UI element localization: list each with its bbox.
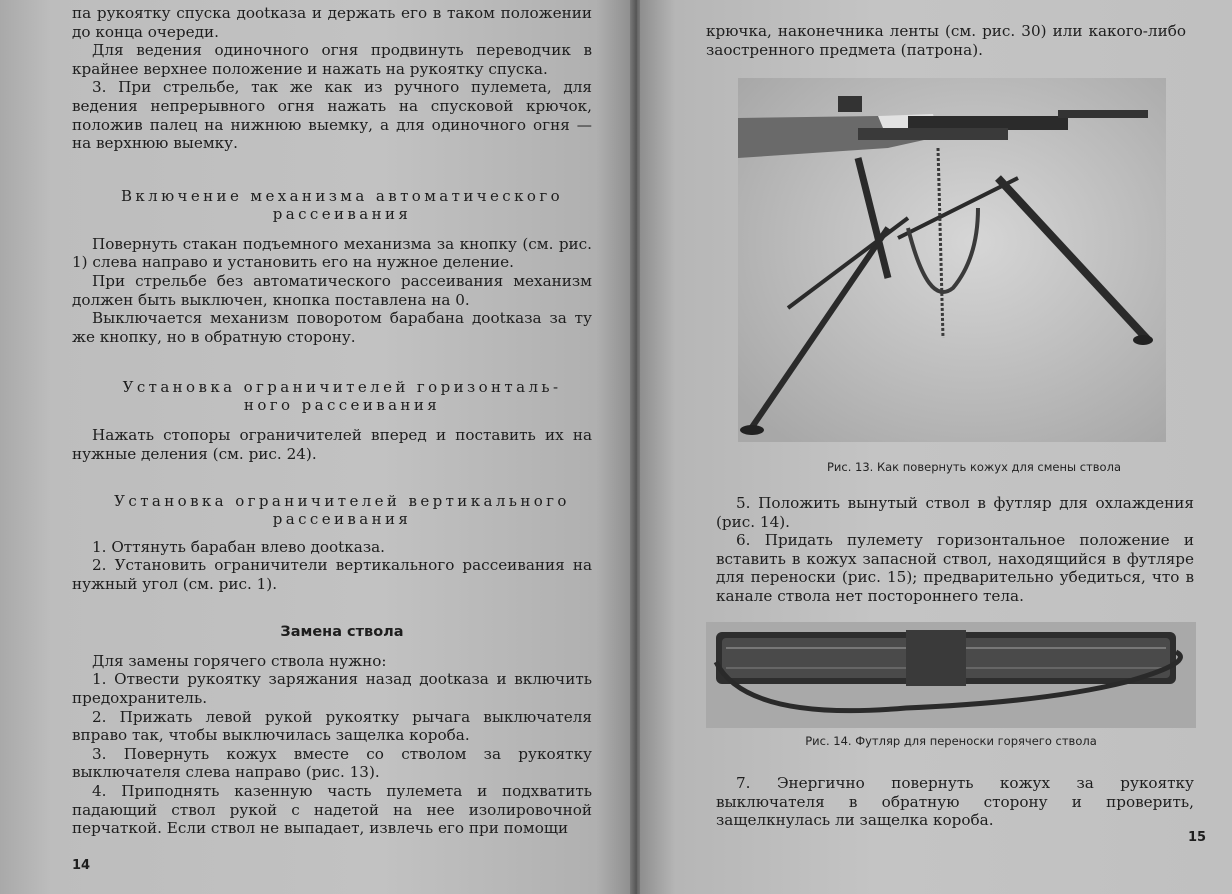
right-para-7: 7. Энергично повернуть кожух за рукоятку выключателя в обратную сторону и проверить, защелкнулась ли защелка короба. bbox=[716, 774, 1194, 830]
right-intro bbox=[706, 22, 1186, 59]
section2-para-1: Нажать стопоры ограничителей вперед и поставить их на нужные деления (см. рис. 24). bbox=[72, 426, 592, 463]
section4-para-5: 4. Приподнять казенную часть пулемета и подхватить падающий ствол рукой с надетой на нее изолировочной перчаткой. Если ствол не выпадает, извлечь его при помощи bbox=[72, 782, 592, 838]
section3-para-2: 2. Установить ограничители вертикального рассеивания на нужный угол (см. рис. 1). bbox=[72, 556, 592, 593]
figure-13-caption: Рис. 13. Как повернуть кожух для смены ствола bbox=[826, 460, 1121, 474]
figure-14-caption: Рис. 14. Футляр для переноски горячего ствола bbox=[805, 734, 1097, 748]
section1-para-1: Повернуть стакан подъемного механизма за кнопку (см. рис. 1) слева направо и установить его на нужное деление. bbox=[72, 234, 592, 272]
right-para-6: 6. Придать пулемету горизонтальное положение и вставить в кожух запасной ствол, находящийся в футляре для переноски (рис. 15); предварительно убедиться, что в канале ствола нет постороннего тела. bbox=[716, 531, 1194, 605]
section4-para-3: 2. Прижать левой рукой рукоятку рычага выключателя вправо так, чтобы выключилась защелка короба. bbox=[72, 707, 592, 745]
section1-para-3: Выключается механизм поворотом барабана дootказа за ту же кнопку, но в обратную сторону. bbox=[72, 309, 592, 346]
figure-13-photo bbox=[738, 78, 1166, 442]
right-page-number: 15 bbox=[1188, 830, 1207, 845]
left-intro-1: па рукоятку спуска дootказа и держать его в таком положении до конца очереди. bbox=[72, 4, 592, 41]
right-para-5: 5. Положить вынутый ствол в футляр для охлаждения (рис. 14). bbox=[716, 494, 1194, 531]
machine-gun-tripod-illustration bbox=[738, 78, 1166, 442]
right-middle bbox=[716, 494, 1194, 606]
right-intro-para: крючка, наконечника ленты (см. рис. 30) или какого-либо заостренного предмета (патрона). bbox=[706, 22, 1186, 59]
section-title-vertical-2: рассеивания bbox=[272, 509, 412, 528]
section-title-horizontal-2: ного рассеивания bbox=[243, 396, 441, 415]
section-title-barrel-change: Замена ствола bbox=[280, 624, 404, 641]
section-title-horizontal-1: Установка ограничителей горизонталь- bbox=[122, 378, 562, 397]
section3-para-1: 1. Оттянуть барабан влево дootказа. bbox=[92, 537, 385, 556]
left-column bbox=[72, 4, 592, 838]
section4-para-2: 1. Отвести рукоятку заряжания назад дootказа и включить предохранитель. bbox=[72, 670, 592, 708]
section4-para-4: 3. Повернуть кожух вместе со стволом за рукоятку выключателя слева направо (рис. 13). bbox=[72, 744, 592, 782]
right-final bbox=[716, 774, 1194, 830]
left-intro-3: 3. При стрельбе, так же как из ручного пулемета, для ведения непрерывного огня нажать на спусковой крючок, положив палец на нижнюю выемку, а для одиночного огня — на верхнюю выемку. bbox=[72, 78, 592, 153]
section-title-scatter-1: Включение механизма автоматического bbox=[120, 186, 564, 205]
barrel-case-illustration bbox=[706, 622, 1196, 728]
left-page-number: 14 bbox=[72, 858, 91, 873]
section-title-scatter-2: рассеивания bbox=[272, 204, 412, 223]
section1-para-2: При стрельбе без автоматического рассеивания механизм должен быть выключен, кнопка поставлена на 0. bbox=[72, 271, 592, 309]
left-intro-2: Для ведения одиночного огня продвинуть переводчик в крайнее верхнее положение и нажать на рукоятку спуска. bbox=[72, 41, 592, 78]
figure-14-photo bbox=[706, 622, 1196, 728]
right-page bbox=[640, 0, 1232, 894]
section-title-vertical-1: Установка ограничителей вертикального bbox=[114, 491, 570, 510]
section4-para-1: Для замены горячего ствола нужно: bbox=[92, 651, 387, 670]
